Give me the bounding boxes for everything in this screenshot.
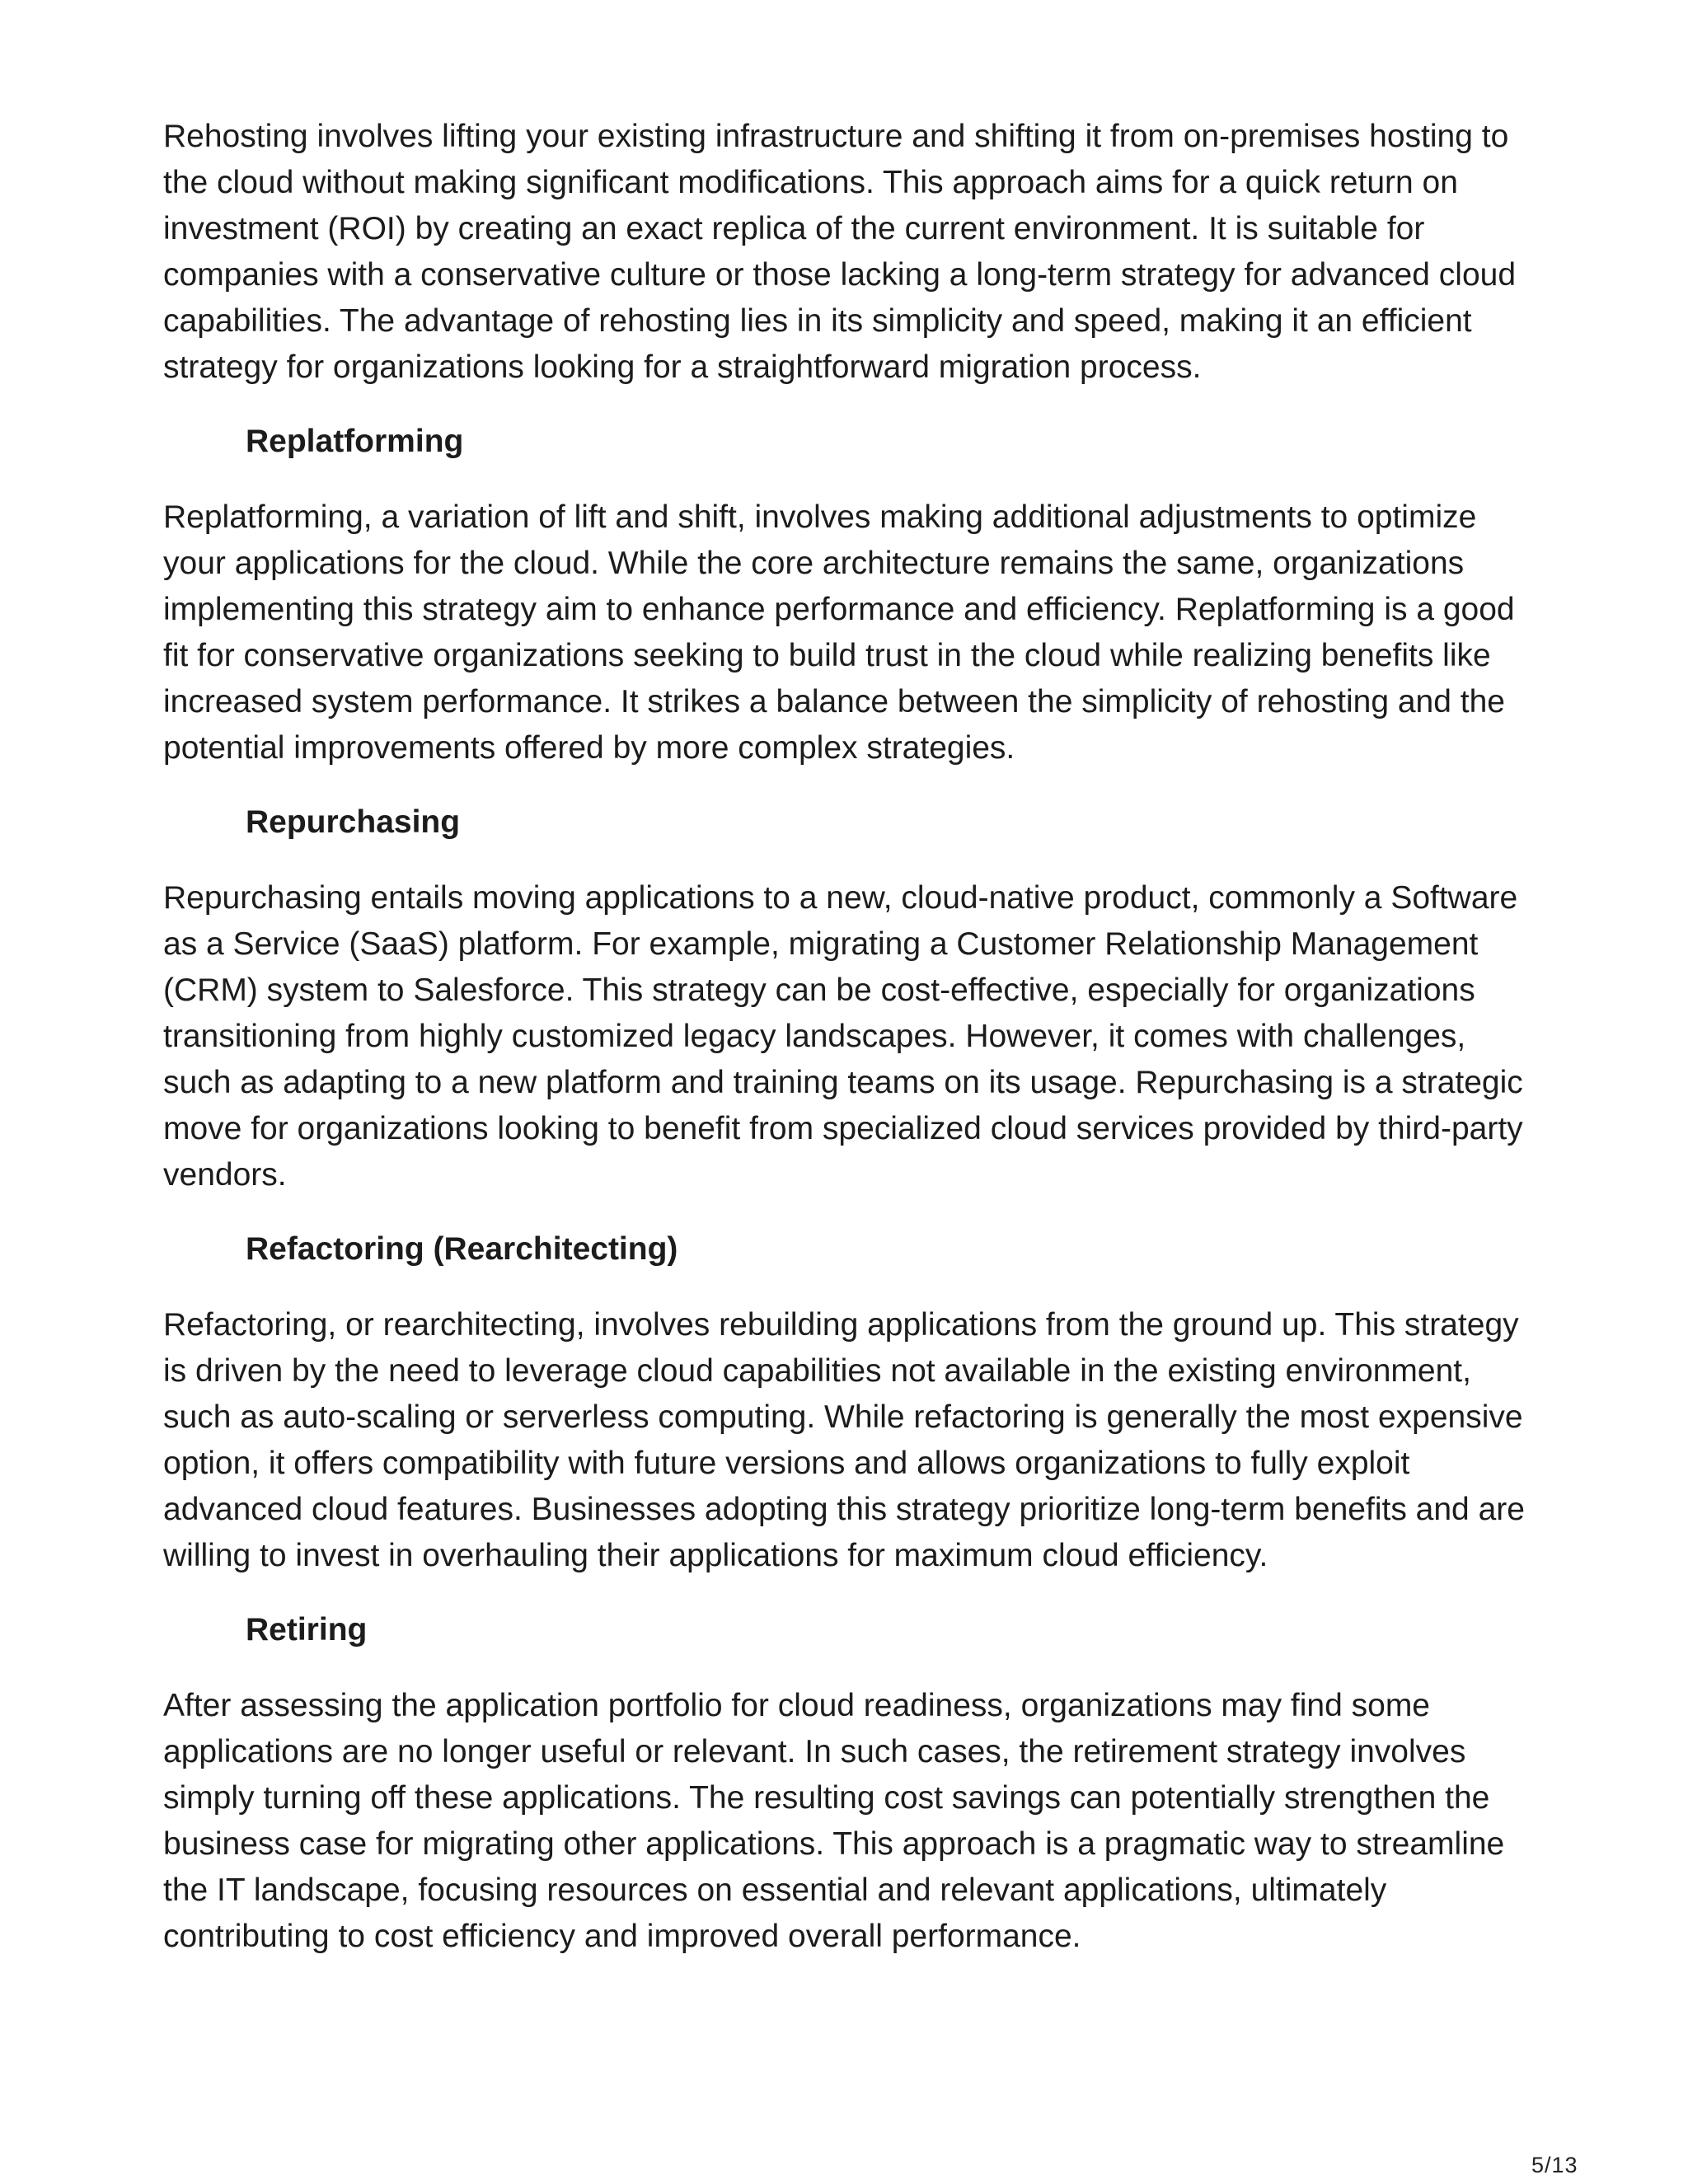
page-number: 5/13 xyxy=(1531,2153,1578,2177)
intro-paragraph: Rehosting involves lifting your existing infrastructure and shifting it from on-premises hosting to the cloud without making significant modifications. This approach aims for a quick return on investment (ROI) by creating an exact replica of the current environment. It is suitable for companies with a conservative culture or those lacking a long-term strategy for advanced cloud capabilities. The advantage of rehosting lies in its simplicity and speed, making it an efficient strategy for organizations looking for a straightforward migration process. xyxy=(163,119,1517,385)
section-body-retiring: After assessing the application portfolio for cloud readiness, organizations may find some applications are no longer useful or relevant. In such cases, the retirement strategy involves simply turning off these applications. The resulting cost savings can potentially strengthen the business case for migrating other applications. This approach is a pragmatic way to streamline the IT landscape, focusing resources on essential and relevant applications, ultimately contributing to cost efficiency and improved overall performance. xyxy=(163,1688,1505,1954)
section-heading-refactoring: Refactoring (Rearchitecting) xyxy=(246,1231,678,1267)
section-body-replatforming: Replatforming, a variation of lift and shift, involves making additional adjustments to optimize your applications for the cloud. While the core architecture remains the same, organizations implementing this strategy aim to enhance performance and efficiency. Replatforming is a good fit for conservative organizations seeking to build trust in the cloud while realizing benefits like increased system performance. It strikes a balance between the simplicity of rehosting and the potential improvements offered by more complex strategies. xyxy=(163,499,1515,766)
section-heading-replatforming: Replatforming xyxy=(246,424,464,459)
section-body-repurchasing: Repurchasing entails moving applications to a new, cloud-native product, commonly a Software as a Service (SaaS) platform. For example, migrating a Customer Relationship Management (CRM) system to Salesforce. This strategy can be cost-effective, especially for organizations transitioning from highly customized legacy landscapes. However, it comes with challenges, such as adapting to a new platform and training teams on its usage. Repurchasing is a strategic move for organizations looking to benefit from specialized cloud services provided by third-party vendors. xyxy=(163,880,1523,1193)
document-page xyxy=(163,114,1531,1960)
section-body-refactoring: Refactoring, or rearchitecting, involves rebuilding applications from the ground up. This strategy is driven by the need to leverage cloud capabilities not available in the existing environment, such as auto-scaling or serverless computing. While refactoring is generally the most expensive option, it offers compatibility with future versions and allows organizations to fully exploit advanced cloud features. Businesses adopting this strategy prioritize long-term benefits and are willing to invest in overhauling their applications for maximum cloud efficiency. xyxy=(163,1307,1525,1573)
section-heading-retiring: Retiring xyxy=(246,1612,368,1647)
section-heading-repurchasing: Repurchasing xyxy=(246,804,461,840)
